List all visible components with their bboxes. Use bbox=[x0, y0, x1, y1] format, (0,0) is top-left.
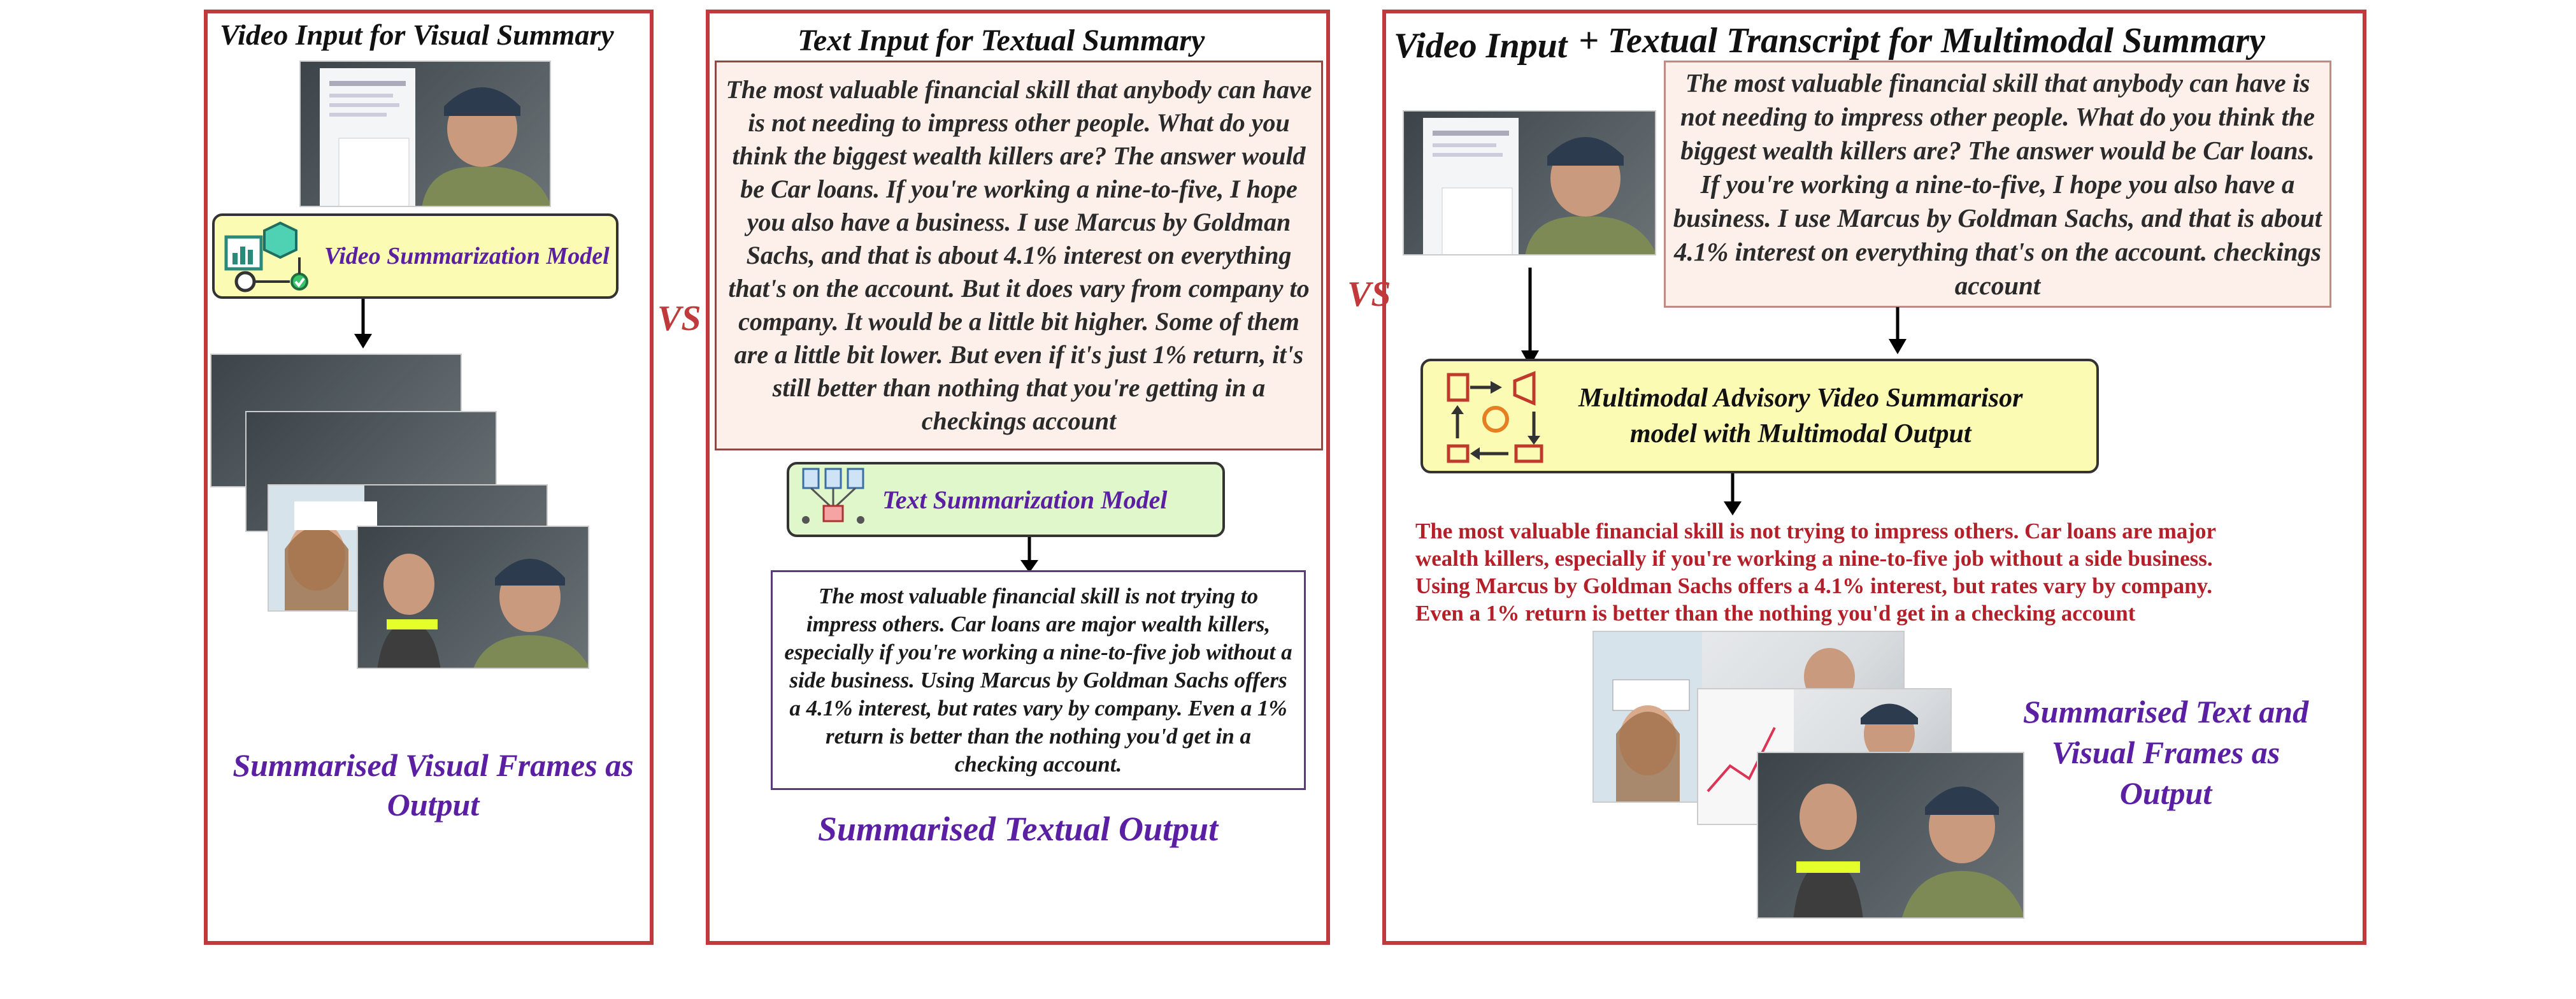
visual-panel-title: Video Input for Visual Summary bbox=[220, 18, 614, 51]
text-input-content: The most valuable financial skill that anybody can have is not needing to impress other people. What do you think the biggest wealth killers are? The answer would be Car loans. If you're working a nine-to-five, I hope you also have a business. I use Marcus by Goldman Sachs, and that is about 4.1% interest on everything that's on the account. But it does vary from company to company. It would be a little bit higher. Some of them are a little bit lower. But even if it's just 1% return, it's still better than nothing that you're getting in a checkings account bbox=[726, 75, 1312, 435]
textual-output-label: Summarised Textual Output bbox=[817, 810, 1219, 848]
visual-output-label: Summarised Visual Frames as Output bbox=[233, 747, 634, 823]
multimodal-model-label-line2: model with Multimodal Output bbox=[1629, 419, 1971, 449]
multimodal-icon bbox=[1445, 368, 1553, 464]
multimodal-model bbox=[1420, 359, 2099, 473]
arrow-down-icon bbox=[1885, 307, 1910, 358]
arrow-down-icon bbox=[1517, 268, 1543, 370]
multimodal-output-frame-3-drawing bbox=[1758, 753, 2024, 919]
multimodal-output-frame-3 bbox=[1757, 752, 2024, 919]
multimodal-output-label: Summarised Text and Visual Frames as Output bbox=[2022, 694, 2309, 811]
multimodal-summary-text: The most valuable financial skill is not trying to impress others. Car loans are major wealth killers, especially if you're working a nine-to-five job without a side business. Using Marcus by Goldman Sachs offers a 4.1% interest, but rates vary by company. Even a 1% return is better than the nothing you'd get in a checking account bbox=[1415, 519, 2216, 626]
arrow-down-icon bbox=[350, 299, 376, 350]
vs-label-2: VS bbox=[1347, 275, 1391, 314]
video-summarization-icon bbox=[220, 218, 315, 294]
text-summary-box bbox=[771, 570, 1306, 790]
video-frame-drawing bbox=[301, 62, 551, 207]
text-summary-content: The most valuable financial skill is not trying to impress others. Car loans are major wealth killers, especially if you're working a nine-to-five job without a side business. Using Marcus by Goldman Sachs offers a 4.1% interest, but rates vary by company. Even a 1% return is better than the nothing you'd get in a checking account. bbox=[784, 583, 1292, 777]
multimodal-model-label bbox=[1578, 380, 2022, 452]
text-summarization-icon bbox=[798, 466, 868, 533]
multimodal-title-transcript: + Textual Transcript for Multimodal Summary bbox=[1578, 21, 2265, 61]
multimodal-title-video: Video Input bbox=[1394, 26, 1568, 66]
multimodal-video-thumbnail bbox=[1403, 110, 1656, 255]
multimodal-video-drawing bbox=[1404, 111, 1656, 255]
video-model-label: Video Summarization Model bbox=[324, 243, 610, 270]
output-frame-4 bbox=[357, 526, 589, 669]
arrow-down-icon bbox=[1017, 537, 1042, 575]
text-summarization-model bbox=[787, 462, 1225, 537]
transcript-box bbox=[1664, 61, 2331, 308]
video-summarization-model bbox=[212, 213, 619, 299]
multimodal-model-label-line1: Multimodal Advisory Video Summarisor bbox=[1578, 384, 2023, 413]
arrow-down-icon bbox=[1720, 473, 1745, 518]
transcript-content: The most valuable financial skill that anybody can have is not needing to impress other people. What do you think the biggest wealth killers are? The answer would be Car loans. If you're working a nine-to-five, I hope you also have a business. I use Marcus by Goldman Sachs, and that is about 4.1% interest on everything that's on the account. checkings account bbox=[1673, 68, 2322, 300]
text-model-label: Text Summarization Model bbox=[882, 485, 1168, 514]
video-input-thumbnail bbox=[299, 61, 551, 207]
output-frame-4-drawing bbox=[358, 527, 589, 669]
textual-panel-title: Text Input for Textual Summary bbox=[798, 24, 1205, 57]
vs-label-1: VS bbox=[657, 299, 701, 338]
text-input-box bbox=[715, 61, 1323, 450]
